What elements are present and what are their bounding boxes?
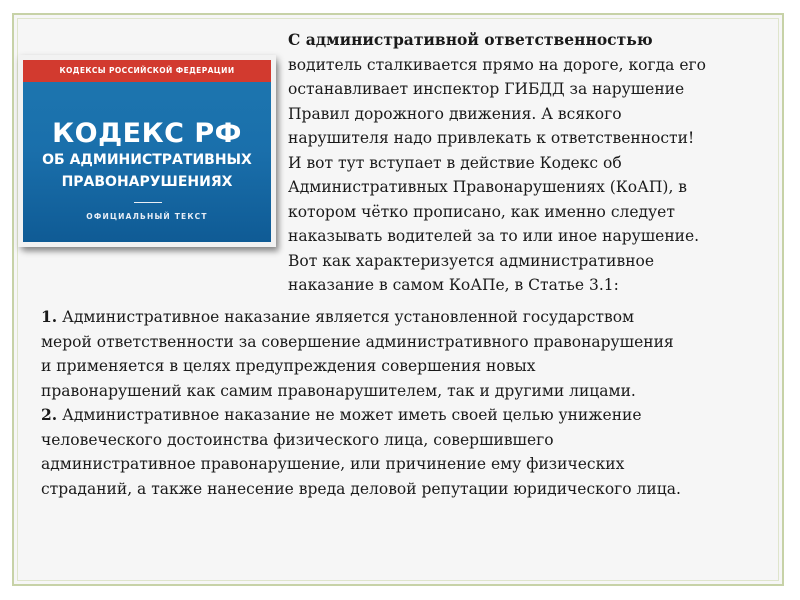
book-footer-text: ОФИЦИАЛЬНЫЙ ТЕКСТ: [86, 212, 208, 221]
intro-line: водитель сталкивается прямо на дороге, когда его: [288, 55, 706, 74]
article-line: мерой ответственности за совершение административного правонарушения: [41, 332, 674, 351]
intro-line: котором чётко прописано, как именно следует: [288, 202, 675, 221]
intro-lead: С административной ответственностью: [288, 30, 653, 49]
book-cover-image: [18, 55, 276, 247]
item-text: Административное наказание является установленной государством: [57, 308, 635, 326]
item-number: 2.: [41, 405, 58, 424]
article-line: и применяется в целях предупреждения совершения новых: [41, 357, 536, 375]
item-number: 1.: [41, 307, 58, 326]
intro-line: останавливает инспектор ГИБДД за нарушение: [288, 80, 685, 98]
item-text: Административное наказание не может иметь своей целью унижение: [57, 406, 642, 424]
book-subtitle-line-2: ПРАВОНАРУШЕНИЯХ: [61, 174, 233, 190]
article-line: административное правонарушение, или причинение ему физических: [41, 455, 625, 473]
article-line: [41, 305, 776, 330]
intro-line: нарушителя надо привлекать к ответственности!: [288, 129, 695, 147]
intro-paragraph: [288, 28, 768, 298]
article-3-1-text: [41, 305, 776, 501]
intro-line: И вот тут вступает в действие Кодекс об: [288, 153, 622, 172]
intro-line: Вот как характеризуется административное: [288, 251, 655, 270]
intro-line: Административных Правонарушениях (КоАП), в: [288, 178, 688, 196]
article-item-2: [41, 403, 776, 501]
article-line: правонарушений как самим правонарушителем, так и другими лицами.: [41, 381, 636, 400]
article-line: человеческого достоинства физического лица, совершившего: [41, 430, 554, 449]
article-item-1: [41, 305, 776, 403]
intro-line: Правил дорожного движения. А всякого: [288, 104, 622, 123]
book-cover: [23, 60, 271, 242]
article-line: страданий, а также нанесение вреда деловой репутации юридического лица.: [41, 479, 681, 498]
article-line: [41, 403, 776, 428]
book-title: КОДЕКС РФ: [52, 118, 242, 149]
book-series-band: КОДЕКСЫ РОССИЙСКОЙ ФЕДЕРАЦИИ: [23, 60, 271, 82]
book-divider: [134, 202, 162, 203]
book-subtitle-line-1: ОБ АДМИНИСТРАТИВНЫХ: [42, 152, 252, 168]
intro-line: наказывать водителей за то или иное нарушение.: [288, 227, 700, 245]
intro-line: наказание в самом КоАПе, в Статье 3.1:: [288, 276, 619, 294]
